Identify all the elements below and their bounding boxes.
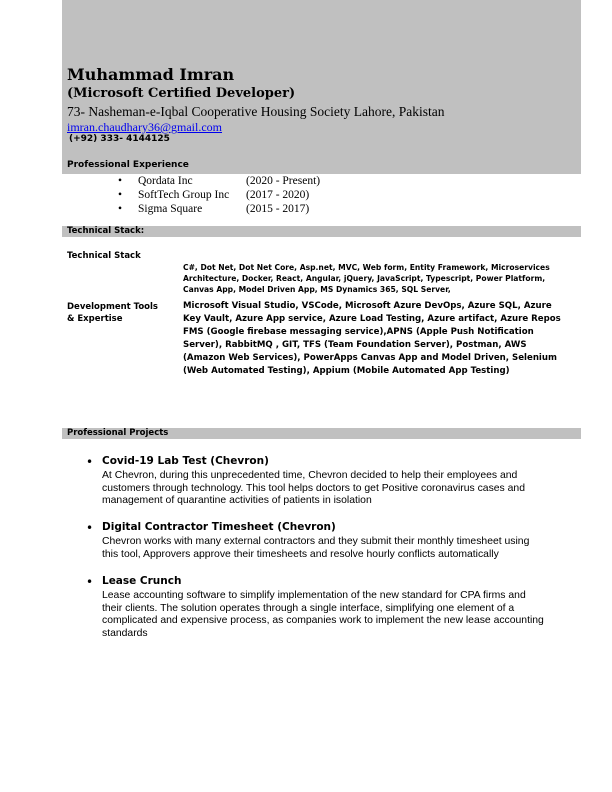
description-line: this tool, Approvers approve their timesheets and resolve hourly conflicts automatically (102, 548, 499, 560)
bullet: • (118, 189, 123, 201)
employment-years: (2017 - 2020) (246, 189, 310, 201)
projects-heading: Professional Projects (67, 428, 169, 438)
bullet: • (86, 575, 94, 589)
employment-years: (2015 - 2017) (246, 203, 310, 215)
project-description (102, 536, 577, 561)
bullet: • (86, 521, 94, 535)
technical-stack-text (183, 262, 578, 295)
tools-expertise-text (183, 300, 578, 378)
description-line: management of quarantine activities of patients in isolation (102, 495, 372, 507)
stack-line: C#, Dot Net, Dot Net Core, Asp.net, MVC, Web form, Entity Framework, Microservices (183, 263, 550, 272)
tools-line: (Web Automated Testing), Appium (Mobile Automated App Testing) (183, 366, 510, 376)
email-link[interactable]: imran.chaudhary36@gmail.com (67, 120, 223, 134)
experience-heading: Professional Experience (67, 160, 189, 170)
project-description (102, 470, 577, 508)
candidate-address: 73- Nasheman-e-Iqbal Cooperative Housing Society Lahore, Pakistan (67, 104, 445, 119)
tools-line: FMS (Google firebase messaging service),APNS (Apple Push Notification (183, 327, 534, 337)
tools-label-line2: & Expertise (67, 314, 123, 324)
project-title: Digital Contractor Timesheet (Chevron) (102, 521, 336, 533)
company-name: SoftTech Group Inc (138, 189, 230, 201)
company-name: Sigma Square (138, 203, 203, 215)
tools-line: Microsoft Visual Studio, VSCode, Microsoft Azure DevOps, Azure SQL, Azure (183, 301, 552, 311)
tools-label-line1: Development Tools (67, 302, 158, 312)
description-line: complicated and expensive process, as companies work to implement the new lease accounting (102, 615, 544, 627)
project-title: Lease Crunch (102, 575, 182, 587)
description-line: At Chevron, during this unprecedented time, Chevron decided to help their employees and (102, 470, 518, 481)
project-title: Covid-19 Lab Test (Chevron) (102, 455, 269, 467)
bullet: • (118, 175, 123, 187)
bullet: • (118, 203, 123, 215)
description-line: Chevron works with many external contractors and they submit their monthly timesheet using (102, 536, 530, 547)
stack-line: Architecture, Docker, React, Angular, jQuery, JavaScript, Typescript, Power Platform, (183, 274, 546, 283)
tools-line: Key Vault, Azure App service, Azure Load Testing, Azure artifact, Azure Repos (183, 314, 561, 324)
description-line: their clients. The solution operates through a single interface, simplifying one element of a (102, 602, 515, 614)
tools-line: Server), RabbitMQ , GIT, TFS (Team Foundation Server), Postman, AWS (183, 340, 527, 350)
description-line: standards (102, 627, 148, 639)
technical-heading: Technical Stack: (67, 226, 145, 236)
project-description (102, 590, 577, 640)
stack-line: Canvas App, Model Driven App, MS Dynamics 365, SQL Server, (183, 285, 451, 294)
tools-line: (Amazon Web Services), PowerApps Canvas App and Model Driven, Selenium (183, 353, 557, 363)
description-line: Lease accounting software to simplify implementation of the new standard for CPA firms and (102, 590, 526, 601)
candidate-name: Muhammad Imran (67, 65, 235, 84)
bullet: • (86, 455, 94, 469)
technical-stack-label: Technical Stack (67, 251, 141, 261)
company-name: Qordata Inc (138, 175, 193, 187)
phone-number: (+92) 333- 4144125 (69, 134, 170, 144)
employment-years: (2020 - Present) (246, 175, 321, 187)
description-line: customers through technology. This tool helps doctors to get Positive coronavirus cases and (102, 482, 525, 494)
technical-section-bar (62, 226, 581, 237)
candidate-title: (Microsoft Certified Developer) (67, 86, 296, 101)
projects-section-bar (62, 428, 581, 439)
